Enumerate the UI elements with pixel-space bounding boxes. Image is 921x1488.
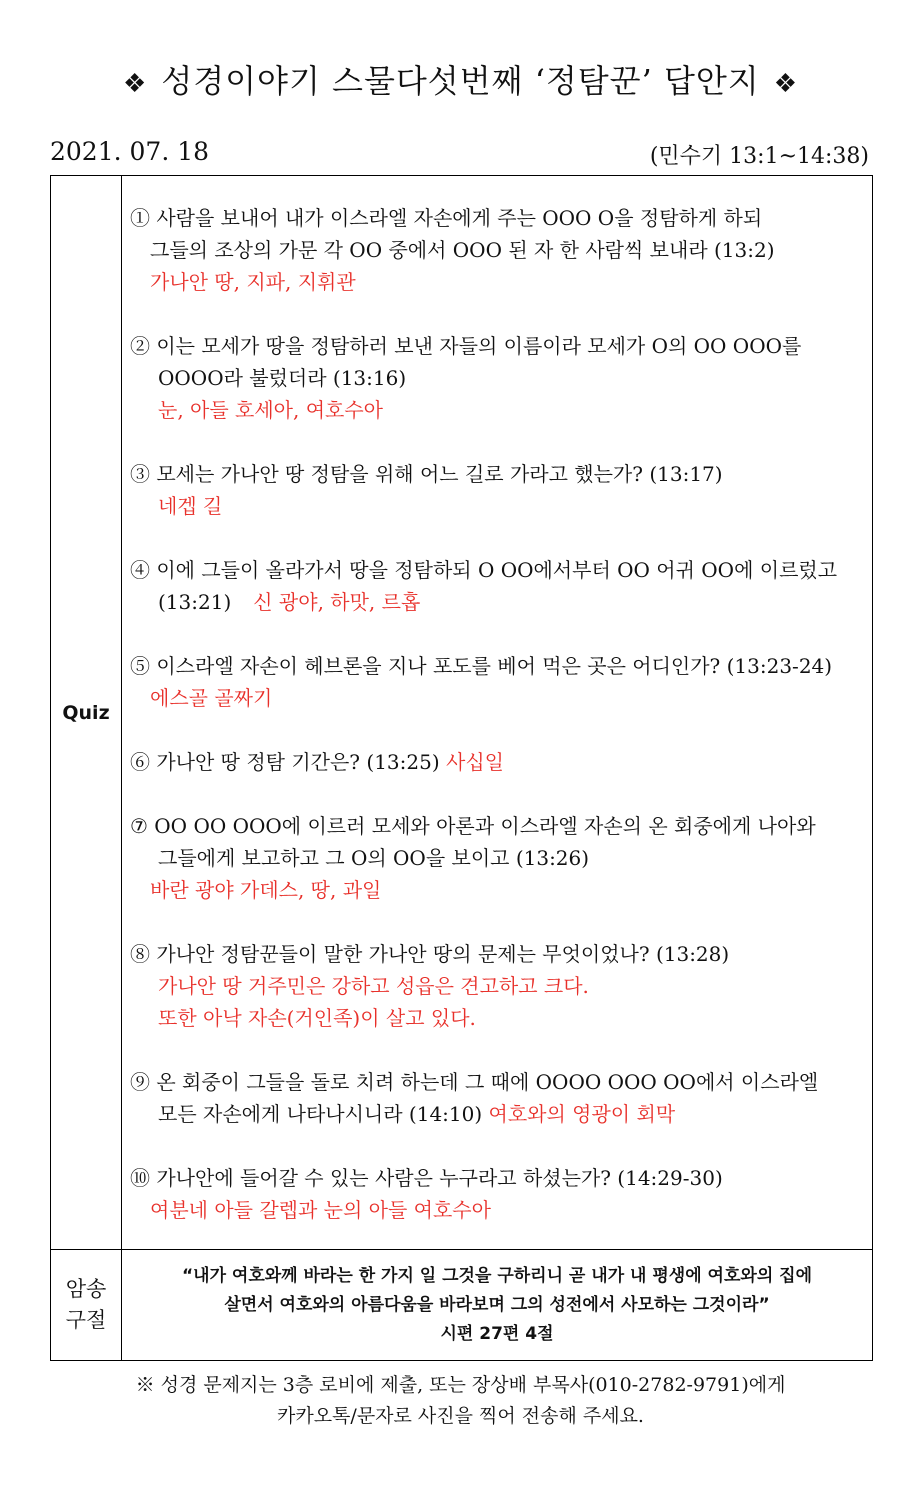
- date: 2021. 07. 18: [50, 137, 210, 166]
- answer-4: 신 광야, 하맛, 르홉: [253, 589, 421, 614]
- question-5-text: ⑤ 이스라엘 자손이 헤브론을 지나 포도를 베어 먹은 곳은 어디인가? (13:23-24): [130, 653, 833, 678]
- answer-8-line-1: 가나안 땅 거주민은 강하고 성읍은 견고하고 크다.: [158, 973, 589, 998]
- answer-5: 에스골 골짜기: [150, 685, 273, 710]
- submission-note: [0, 1370, 921, 1432]
- question-1: [130, 202, 866, 298]
- quiz-content: [122, 176, 873, 1250]
- question-2-text: ② 이는 모세가 땅을 정탐하러 보낸 자들의 이름이라 모세가 O의 OO OOO를: [130, 333, 802, 358]
- answer-1: 가나안 땅, 지파, 지휘관: [150, 269, 356, 294]
- question-7-text-cont: 그들에게 보고하고 그 O의 OO을 보이고 (13:26): [158, 845, 590, 870]
- answer-8-line-2: 또한 아낙 자손(거인족)이 살고 있다.: [158, 1005, 476, 1030]
- submission-note-line-2: 카카오톡/문자로 사진을 찍어 전송해 주세요.: [277, 1405, 644, 1427]
- question-5: [130, 650, 866, 714]
- question-8: [130, 938, 866, 1034]
- question-9-text-cont: 모든 자손에게 나타나시니라 (14:10) 여호와의 영광이 회막: [158, 1101, 676, 1126]
- answer-10: 여분네 아들 갈렙과 눈의 아들 여호수아: [150, 1197, 491, 1222]
- answer-7: 바란 광야 가데스, 땅, 과일: [150, 877, 382, 902]
- question-7: [130, 810, 866, 906]
- question-10: [130, 1162, 866, 1226]
- question-1-text-cont: 그들의 조상의 가문 각 OO 중에서 OOO 된 자 한 사람씩 보내라 (13:2): [150, 237, 775, 262]
- question-4: [130, 554, 866, 618]
- memory-verse-line-2: 살면서 여호와의 아름다움을 바라보며 그의 성전에서 사모하는 그것이라”: [224, 1294, 770, 1315]
- question-4-text-cont: [130, 586, 866, 618]
- page-title: [0, 56, 921, 102]
- memory-verse-row: [51, 1250, 873, 1361]
- title-text: 성경이야기 스물다섯번째 ‘정탐꾼’ 답안지: [161, 62, 760, 100]
- question-6-text: ⑥ 가나안 땅 정탐 기간은? (13:25) 사십일: [130, 749, 504, 774]
- question-4-ref: (13:21): [158, 589, 232, 614]
- quiz-label: Quiz: [51, 176, 122, 1250]
- question-3-text: ③ 모세는 가나안 땅 정탐을 위해 어느 길로 가라고 했는가? (13:17): [130, 461, 723, 486]
- memory-verse-reference: 시편 27편 4절: [440, 1323, 554, 1344]
- answer-sheet-table: [50, 175, 873, 1361]
- question-7-text: ⑦ OO OO OOO에 이르러 모세와 아론과 이스라엘 자손의 온 회중에게 나아와: [130, 813, 816, 838]
- question-8-text: ⑧ 가나안 정탐꾼들이 말한 가나안 땅의 문제는 무엇이었나? (13:28): [130, 941, 730, 966]
- question-3: [130, 458, 866, 522]
- question-9: [130, 1066, 866, 1130]
- answer-2: 눈, 아들 호세아, 여호수아: [158, 397, 383, 422]
- answer-3: 네겝 길: [158, 493, 223, 518]
- answer-6: 사십일: [446, 749, 504, 774]
- quiz-row: [51, 176, 873, 1250]
- answer-9: 여호와의 영광이 회막: [488, 1101, 676, 1126]
- question-4-text: ④ 이에 그들이 올라가서 땅을 정탐하되 O OO에서부터 OO 어귀 OO에 이르렀고: [130, 557, 838, 582]
- question-6: [130, 746, 866, 778]
- memory-verse: [122, 1250, 873, 1361]
- question-2: [130, 330, 866, 426]
- memory-verse-label: 암송 구절: [51, 1250, 122, 1361]
- memory-verse-line-1: “내가 여호와께 바라는 한 가지 일 그것을 구하리니 곧 내가 내 평생에 여호와의 집에: [181, 1265, 813, 1286]
- question-10-text: ⑩ 가나안에 들어갈 수 있는 사람은 누구라고 하셨는가? (14:29-30): [130, 1165, 723, 1190]
- diamond-ornament-icon: ❖: [123, 69, 148, 99]
- question-2-text-cont: OOOO라 불렀더라 (13:16): [158, 365, 407, 390]
- question-1-text: ① 사람을 보내어 내가 이스라엘 자손에게 주는 OOO O을 정탐하게 하되: [130, 205, 763, 230]
- question-9-text: ⑨ 온 회중이 그들을 돌로 치려 하는데 그 때에 OOOO OOO OO에서 이스라엘: [130, 1069, 819, 1094]
- scripture-range: (민수기 13:1~14:38): [649, 144, 869, 169]
- submission-note-line-1: ※ 성경 문제지는 3층 로비에 제출, 또는 장상배 부목사(010-2782-9791)에게: [135, 1374, 786, 1396]
- diamond-ornament-icon: ❖: [773, 69, 798, 99]
